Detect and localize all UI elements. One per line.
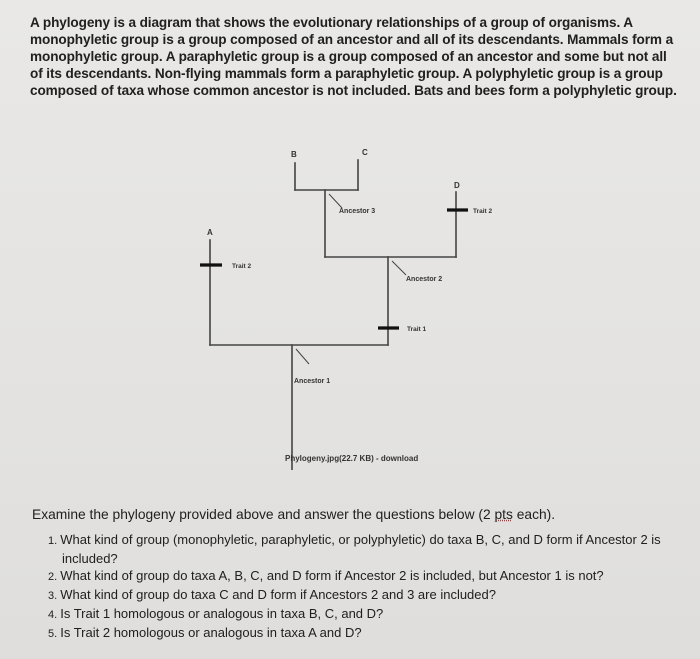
question-list (48, 531, 688, 643)
ancestor2-pointer (392, 261, 406, 275)
attachment-filename: Phylogeny.jpg(22.7 KB) (285, 454, 374, 463)
attachment-separator: - (373, 454, 381, 463)
intro-text: group is a group composed of an ancestor and all of its descendants. Mammals form a monophyletic group. A (30, 32, 674, 64)
question-number: 2. (48, 571, 61, 583)
phylogeny-tree (0, 130, 700, 470)
instructions (32, 507, 555, 522)
intro-paragraph (30, 14, 680, 99)
question-text: What kind of group do taxa A, B, C, and D form if Ancestor 2 is included, but Ancestor 1 is not? (60, 568, 604, 583)
taxon-d-label: D (454, 181, 460, 190)
question-item (48, 605, 688, 624)
ancestor1-label: Ancestor 1 (294, 378, 331, 385)
intro-text: group is a group composed of an ancestor and some but not all of its descendants. Non-flying mammals form a paraphyletic group. A (30, 49, 667, 81)
question-number: 5. (48, 628, 61, 640)
intro-text: is a diagram that shows the evolutionary relationships of a group of organisms. A (109, 15, 633, 30)
question-item (48, 624, 688, 643)
term-phylogeny: phylogeny (42, 15, 110, 30)
question-text: What kind of group (monophyletic, paraphyletic, or polyphyletic) do taxa B, C, and D form if Ancestor 2 is included? (60, 532, 661, 566)
instructions-text: Examine the phylogeny provided above and answer the questions below (2 (32, 507, 495, 522)
attachment-caption (285, 454, 418, 463)
taxon-b-label: B (291, 150, 297, 159)
term-polyphyletic: polyphyletic (475, 66, 554, 81)
question-item (48, 531, 688, 567)
phylogeny-diagram (0, 130, 700, 470)
taxon-c-label: C (362, 148, 368, 157)
trait2-label-right: Trait 2 (473, 208, 493, 215)
term-paraphyletic: paraphyletic (178, 49, 258, 64)
question-number: 1. (48, 535, 61, 547)
trait1-label: Trait 1 (407, 326, 427, 333)
taxon-a-label: A (207, 228, 213, 237)
intro-text: A (30, 15, 43, 30)
instructions-text-end: each). (512, 507, 556, 522)
question-number: 3. (48, 590, 61, 602)
intro-text: group is a group composed of taxa whose common ancestor is not included. Bats and bees form a polyphyletic group. (30, 66, 677, 98)
ancestor3-pointer (329, 194, 342, 208)
question-item (48, 586, 688, 605)
instructions-pts: pts (494, 507, 513, 522)
term-monophyletic: monophyletic (30, 32, 118, 47)
ancestor3-label: Ancestor 3 (339, 208, 376, 215)
ancestor1-pointer (296, 349, 309, 364)
question-item (48, 567, 688, 586)
download-link[interactable]: download (380, 454, 419, 463)
question-text: Is Trait 1 homologous or analogous in taxa B, C, and D? (60, 606, 384, 621)
ancestor2-label: Ancestor 2 (406, 276, 443, 283)
question-text: Is Trait 2 homologous or analogous in taxa A and D? (60, 625, 362, 640)
question-text: What kind of group do taxa C and D form if Ancestors 2 and 3 are included? (60, 587, 496, 602)
question-number: 4. (48, 609, 61, 621)
trait2-label-left: Trait 2 (232, 263, 252, 270)
